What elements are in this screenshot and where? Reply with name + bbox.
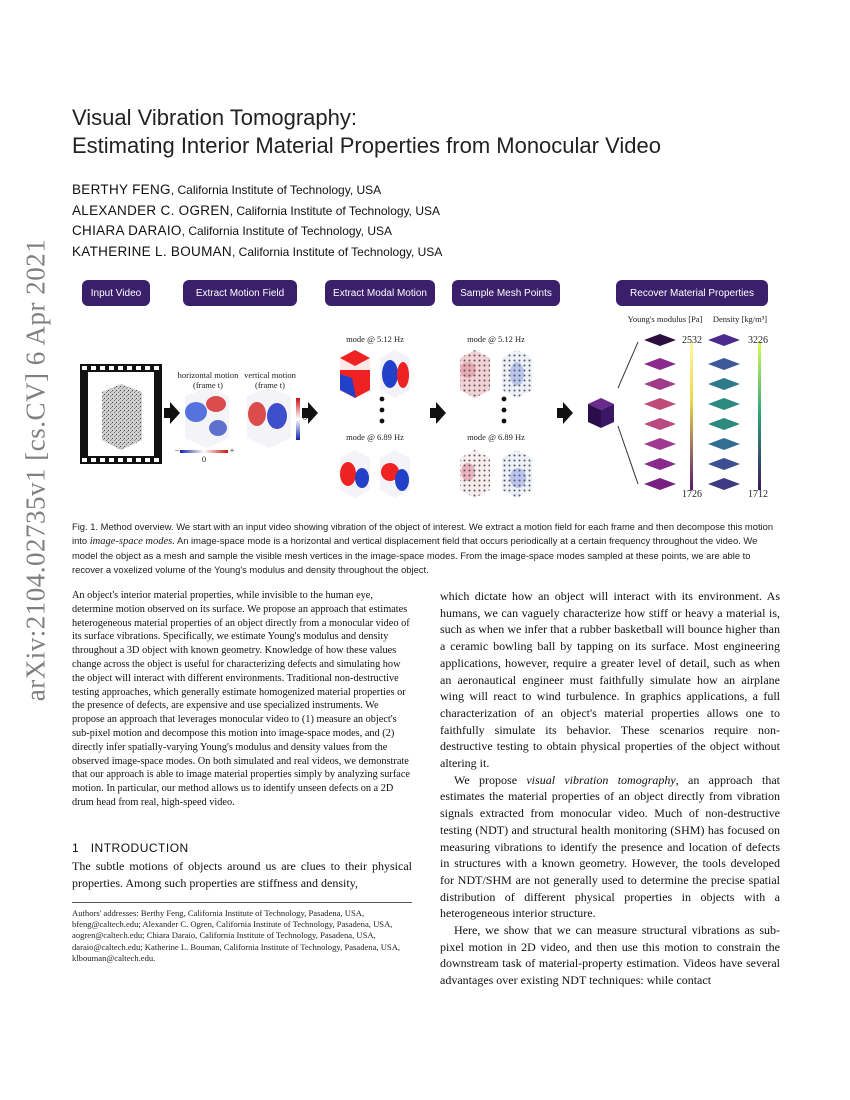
step-extract-modal-motion: Extract Modal Motion — [325, 280, 435, 306]
author-affiliation: , California Institute of Technology, USA — [229, 203, 441, 218]
motion-colorbar-horizontal — [180, 450, 228, 453]
author-affiliation: , California Institute of Technology, USA — [231, 244, 443, 259]
title-line-1: Visual Vibration Tomography: — [72, 105, 357, 130]
mode-label: mode @ 6.89 Hz — [467, 432, 525, 442]
caption-emphasis: image-space modes. — [89, 536, 175, 547]
step-extract-motion-field: Extract Motion Field — [183, 280, 297, 306]
density-max-label: 3226 — [748, 335, 768, 346]
author-name: CHIARA DARAIO — [72, 223, 182, 238]
title-line-2: Estimating Interior Material Properties from Monocular Video — [72, 133, 661, 158]
figure-graphics — [72, 278, 782, 510]
abstract: An object's interior material properties, while invisible to the human eye, determine motion observed on its surface. We propose an approach that estimates heterogeneous material properties of an object directly from a monocular video of its surface vibrations. Specifically, we estimate Young's modulus and density throughout a 3D object with known geometry. Knowledge of how these values change across the object is useful for characterizing defects and simulating how the object will interact with different environments. Traditional non-destructive testing approaches, which generally estimate homogenized material properties or the presence of defects, are expensive and use specialized instruments. We propose an approach that leverages monocular video to (1) measure an object's sub-pixel motion and decompose this motion into image-space modes, and (2) directly infer spatially-varying Young's modulus and density values from the observed image-space modes. On both simulated and real videos, we demonstrate that our approach is able to image material properties simply by analyzing surface motion. In particular, our method allows us to identify unseen defects on a 2D drum head from real, high-speed video. — [72, 590, 410, 808]
body-paragraph: We propose visual vibration tomography, an approach that estimates the material properties of an object directly from vibration signals extracted from monocular video. Much of non-destructive testing (NDT) and structural health monitoring (SHM) has focused on measuring vibrations to identify the presence and location of defects in structures with a known geometry. However, the tools developed for NDT/SHM are not generally used to determine the precise spatial distribution of different physical properties in objects with a heterogeneous interior structure. — [440, 772, 780, 921]
section-heading — [72, 841, 189, 855]
arrow-icon — [557, 402, 573, 424]
youngs-modulus-colorbar — [690, 342, 693, 490]
fan-line — [618, 426, 638, 484]
section-number: 1 — [72, 841, 80, 855]
arrow-icon — [430, 402, 446, 424]
author-affiliation: , California Institute of Technology, USA — [181, 224, 393, 238]
mode-label: mode @ 5.12 Hz — [346, 334, 404, 344]
caption-text: Method overview. We start with an input video showing vibration of the object of interest. We extract a motion field for each frame and then decompose this motion into — [72, 521, 774, 546]
fan-line — [618, 342, 638, 388]
step-sample-mesh-points: Sample Mesh Points — [452, 280, 560, 306]
step-input-video: Input Video — [82, 280, 150, 306]
author-name: ALEXANDER C. OGREN — [72, 202, 230, 218]
colorbar-zero-label: 0 — [302, 412, 308, 422]
colorbar-zero-label: 0 — [201, 454, 207, 464]
author-line — [72, 221, 442, 242]
density-colorbar — [758, 342, 761, 490]
motion-colorbar — [296, 398, 300, 440]
recovered-volume-cube — [588, 398, 614, 428]
figure-caption — [72, 520, 778, 577]
caption-text: An image-space mode is a horizontal and vertical displacement field that occurs periodically at a certain frequency throughout the video. We model the object as a mesh and sample the visible mesh vertices in the image-space modes. From the image-space modes sampled at these points, we are able to recover a voxelized volume of the Young's modulus and density throughout the object. — [72, 535, 758, 575]
caption-label: Fig. 1. — [72, 521, 99, 532]
film-strip-icon — [80, 364, 162, 464]
body-paragraph: Here, we show that we can measure structural vibrations as sub-pixel motion in 2D video, and then use this motion to constrain the downstream task of material-property estimation. Videos have several advantages over existing NDT techniques: while contact — [440, 923, 780, 988]
mesh-samples-a — [460, 350, 532, 398]
modal-mode-b — [340, 450, 410, 498]
arrow-icon — [164, 402, 180, 424]
mesh-samples-b — [460, 450, 532, 498]
horizontal-motion-field — [185, 388, 229, 448]
section-title: INTRODUCTION — [90, 841, 189, 855]
arxiv-sidebar — [10, 238, 62, 702]
author-name: BERTHY FENG — [72, 182, 171, 197]
vertical-motion-field — [247, 388, 291, 448]
author-affiliation: , California Institute of Technology, USA — [170, 183, 382, 197]
density-slices — [708, 334, 740, 490]
horizontal-motion-label: horizontal motion (frame t) — [177, 370, 239, 390]
right-column — [440, 588, 780, 989]
method-overview-figure — [72, 278, 782, 510]
mode-label: mode @ 6.89 Hz — [346, 432, 404, 442]
colorbar-minus-label: − — [174, 445, 180, 455]
density-label: Density [kg/m³] — [712, 314, 768, 324]
youngs-max-label: 2532 — [682, 335, 702, 346]
youngs-modulus-label: Young's modulus [Pa] — [627, 314, 703, 324]
author-line — [72, 180, 442, 201]
step-recover-material-properties: Recover Material Properties — [616, 280, 768, 306]
paper-title — [72, 104, 661, 160]
modal-mode-a — [340, 350, 410, 398]
author-line — [72, 242, 442, 263]
body-paragraph: which dictate how an object will interact with its environment. As humans, we can vaguely characterize how stiff or heavy a material is, such as when we infer that a rubber basketball will bounce higher than a ceramic bowling ball by tapping on its surface. Most engineering applications, however, require a greater level of detail, such as when an aeronautical engineer must faithfully simulate how an airplane wing will react to wind turbulence. In graphics applications, a full characterization of an object's material properties allows one to faithfully simulate its behavior. These scenarios require non-destructive testing to obtain physical properties of the object without altering it. — [440, 589, 780, 771]
arxiv-identifier: arXiv:2104.02735v1 [cs.CV] 6 Apr 2021 — [20, 238, 51, 702]
density-min-label: 1712 — [748, 489, 768, 500]
youngs-modulus-slices — [644, 334, 676, 490]
intro-paragraph: The subtle motions of objects around us are clues to their physical properties. Among such properties are stiffness and density, — [72, 859, 412, 890]
footnote-rule — [72, 902, 412, 903]
colorbar-plus-label: + — [229, 445, 235, 455]
author-line — [72, 201, 442, 222]
vertical-motion-label: vertical motion (frame t) — [244, 370, 296, 390]
youngs-min-label: 1726 — [682, 489, 702, 500]
mode-label: mode @ 5.12 Hz — [467, 334, 525, 344]
author-name: KATHERINE L. BOUMAN — [72, 243, 232, 259]
author-list — [72, 180, 442, 262]
author-addresses-footnote: Authors' addresses: Berthy Feng, California Institute of Technology, Pasadena, USA, bfeng@caltech.edu; Alexander C. Ogren, California Institute of Technology, Pasadena, USA, aogren@caltech.edu; Chiara Daraio, California Institute of Technology, Pasadena, USA, daraio@caltech.edu; Katherine L. Bouman, California Institute of Technology, Pasadena, USA, klbouman@caltech.edu. — [72, 908, 401, 963]
